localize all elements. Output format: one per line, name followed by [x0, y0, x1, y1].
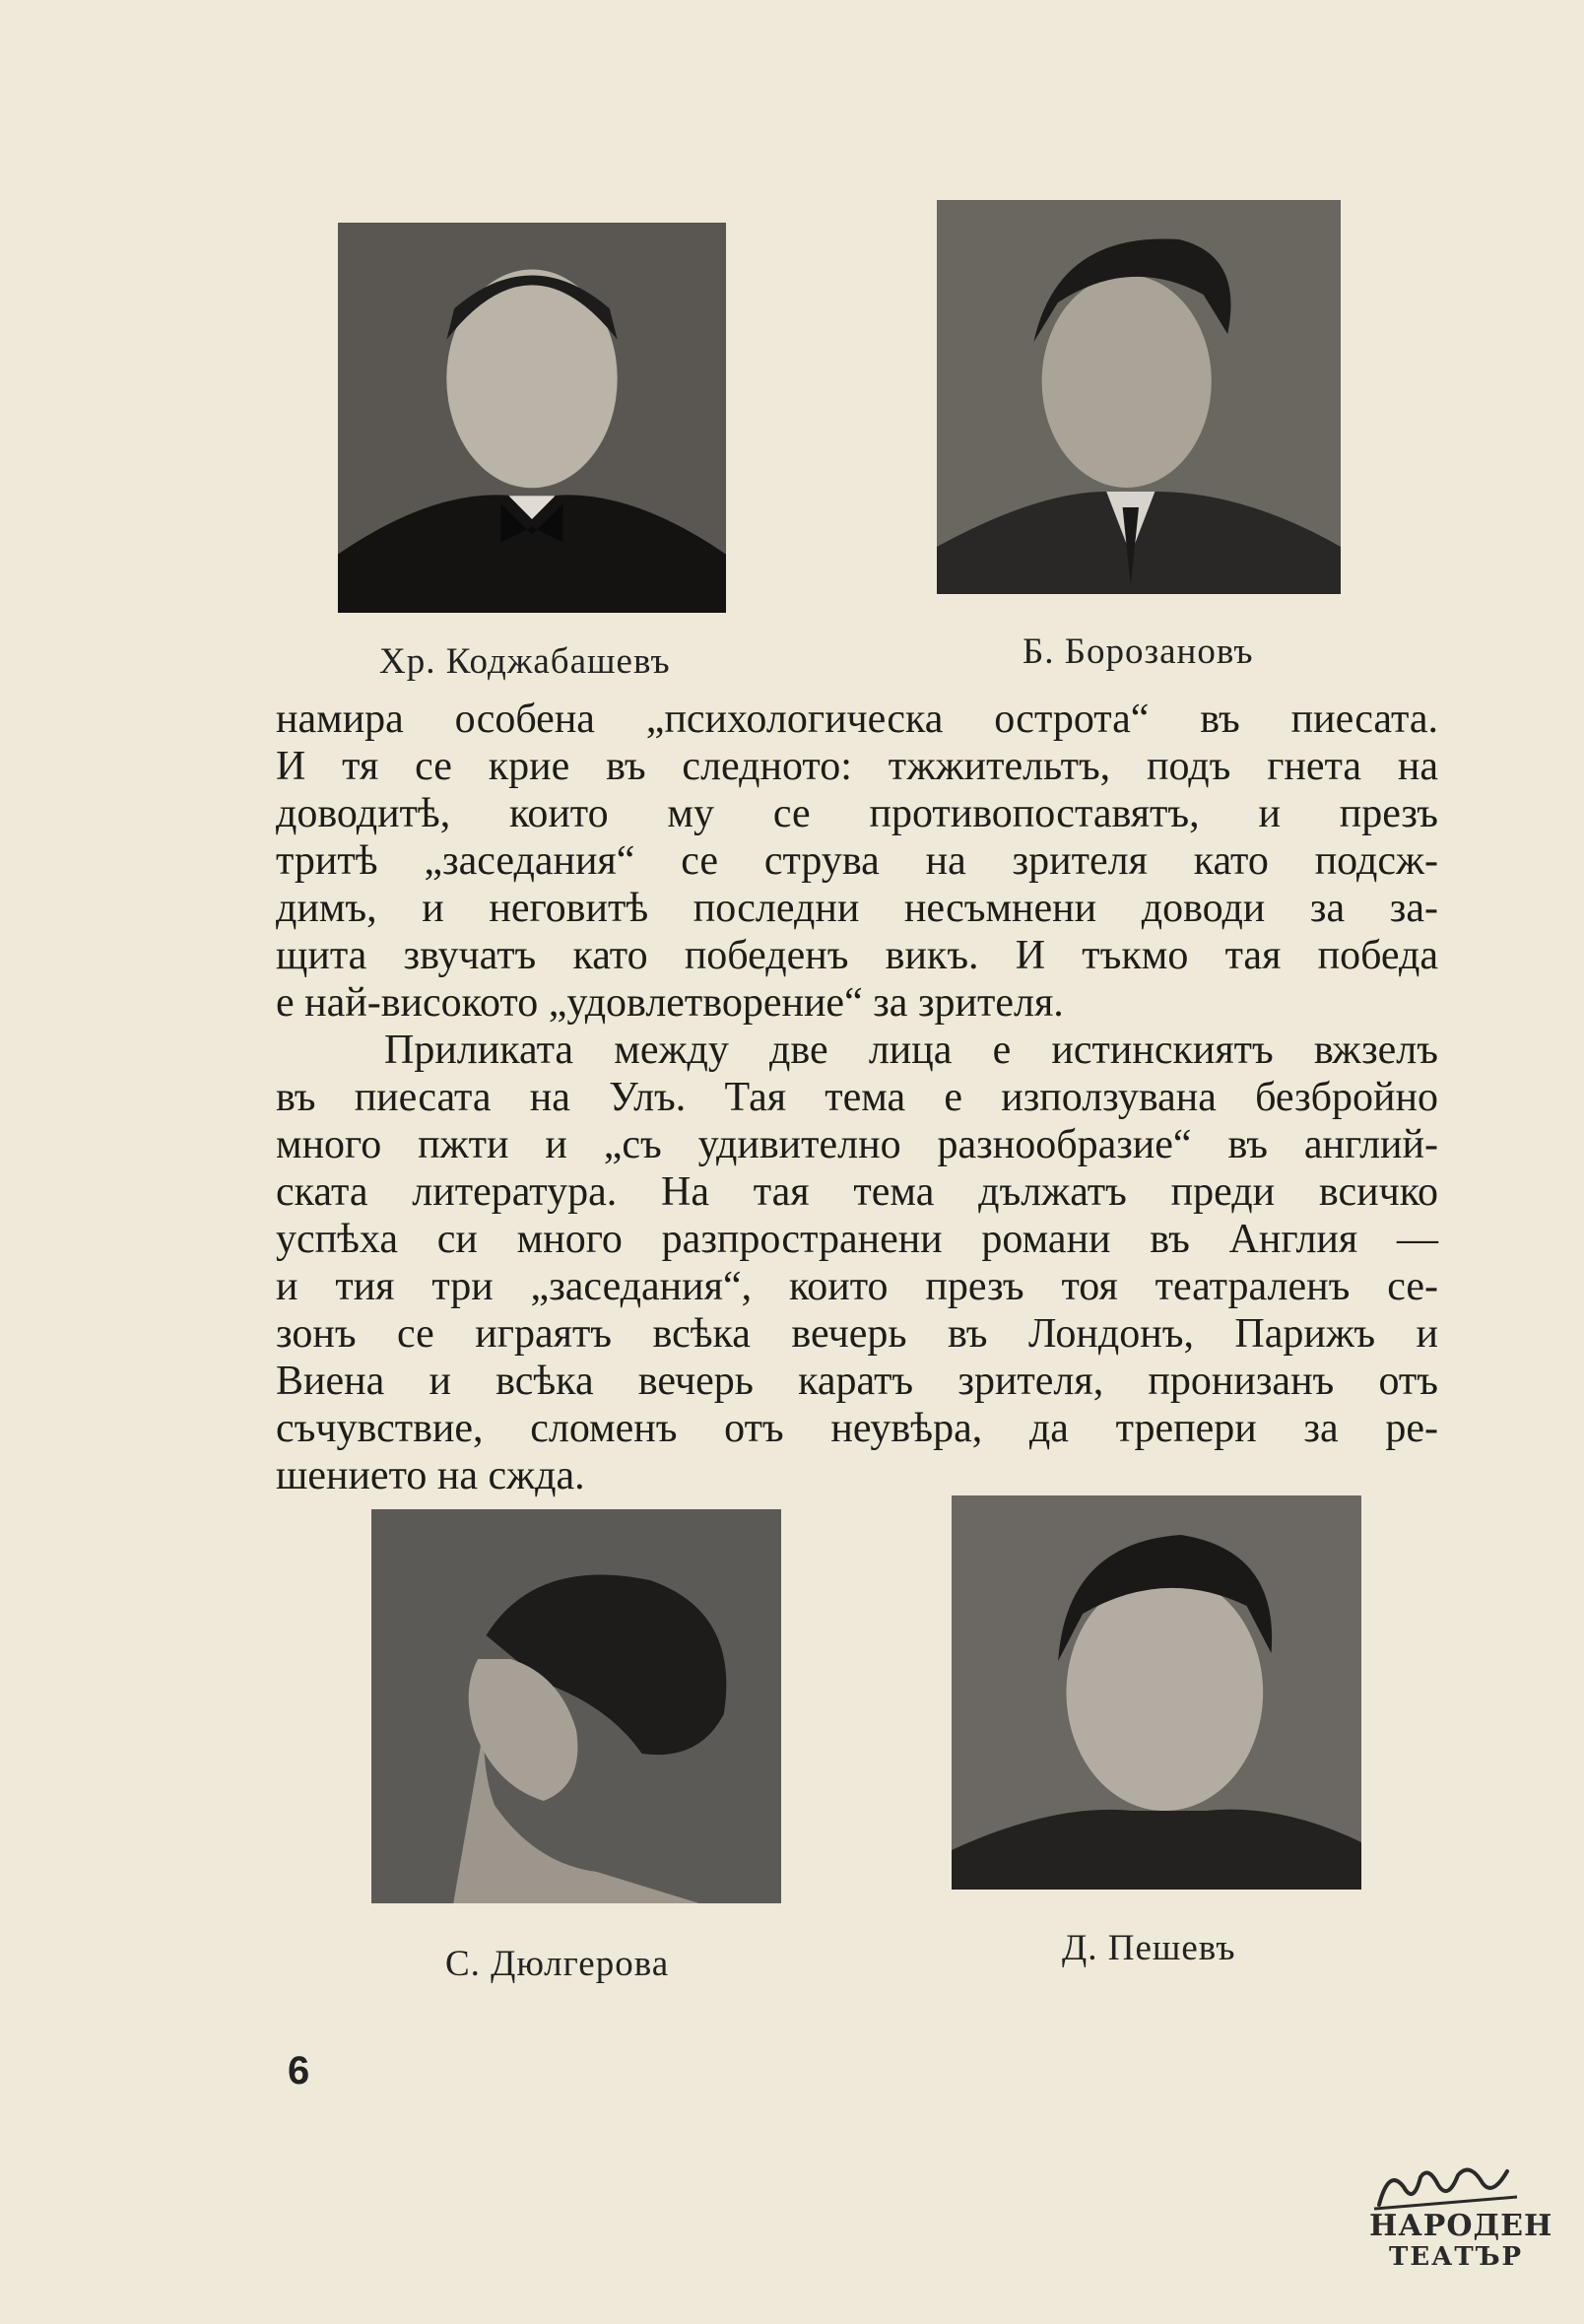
portrait-kodzhabashev-image	[338, 223, 726, 613]
portrait-photo-peshev	[952, 1495, 1361, 1890]
text-line: Виена и всѣка вечерь каратъ зрителя, пронизанъ отъ	[276, 1359, 1438, 1404]
portrait-borozanov-image	[937, 200, 1341, 594]
portrait-photo-dyulgerova	[371, 1509, 781, 1903]
text-line: съчувствие, сломенъ отъ неувѣра, да трепери за ре-	[276, 1406, 1438, 1451]
portrait-dyulgerova-image	[371, 1509, 781, 1903]
text-line: И тя се крие въ следното: тжжительтъ, подъ гнета на	[276, 744, 1438, 789]
portrait-photo-kodzhabashev	[338, 223, 726, 613]
text-line: зонъ се играятъ всѣка вечерь въ Лондонъ, Парижъ и	[276, 1311, 1438, 1357]
text-line: намира особена „психологическа острота“ въ пиесата.	[276, 697, 1438, 742]
caption-dyulgerova: С. Дюлгерова	[445, 1944, 670, 1984]
signature-mark-icon	[1359, 2158, 1537, 2217]
text-line: Приликата между две лица е истинскиятъ вжзелъ	[384, 1028, 1438, 1073]
logo-line-2: ТЕАТЪР	[1389, 2242, 1524, 2272]
text-line: димъ, и неговитѣ последни несъмнени доводи за за-	[276, 886, 1438, 931]
text-line: и тия три „заседания“, които презъ тоя театраленъ се-	[276, 1264, 1438, 1309]
caption-kodzhabashev: Хр. Коджабашевъ	[379, 641, 671, 682]
text-line: ската литература. На тая тема дължатъ преди всичко	[276, 1169, 1438, 1215]
text-line: много пжти и „съ удивително разнообразие“ въ англий-	[276, 1122, 1438, 1167]
portrait-photo-borozanov	[937, 200, 1341, 594]
text-line: успѣха си много разпространени романи въ Англия —	[276, 1217, 1438, 1262]
text-line: щита звучатъ като победенъ викъ. И тъкмо тая победа	[276, 933, 1438, 978]
text-line: доводитѣ, които му се противопоставятъ, и презъ	[276, 791, 1438, 836]
paragraph-2	[276, 1027, 1438, 1499]
text-line: тритѣ „заседания“ се струва на зрителя като подсж-	[276, 838, 1438, 884]
text-line: шението на сжда.	[276, 1453, 585, 1498]
paragraph-1	[276, 696, 1438, 1027]
text-line: въ пиесата на Улъ. Тая тема е използувана безбройно	[276, 1075, 1438, 1120]
theatre-logo	[1359, 2158, 1553, 2276]
text-line: е най-високото „удовлетворение“ за зрителя.	[276, 980, 1064, 1026]
portrait-peshev-image	[952, 1495, 1361, 1890]
page-number: 6	[288, 2049, 310, 2092]
logo-line-1: НАРОДЕН	[1369, 2209, 1553, 2243]
caption-peshev: Д. Пешевъ	[1062, 1928, 1236, 1968]
caption-borozanov: Б. Борозановъ	[1023, 631, 1254, 672]
article-body	[276, 696, 1438, 1499]
